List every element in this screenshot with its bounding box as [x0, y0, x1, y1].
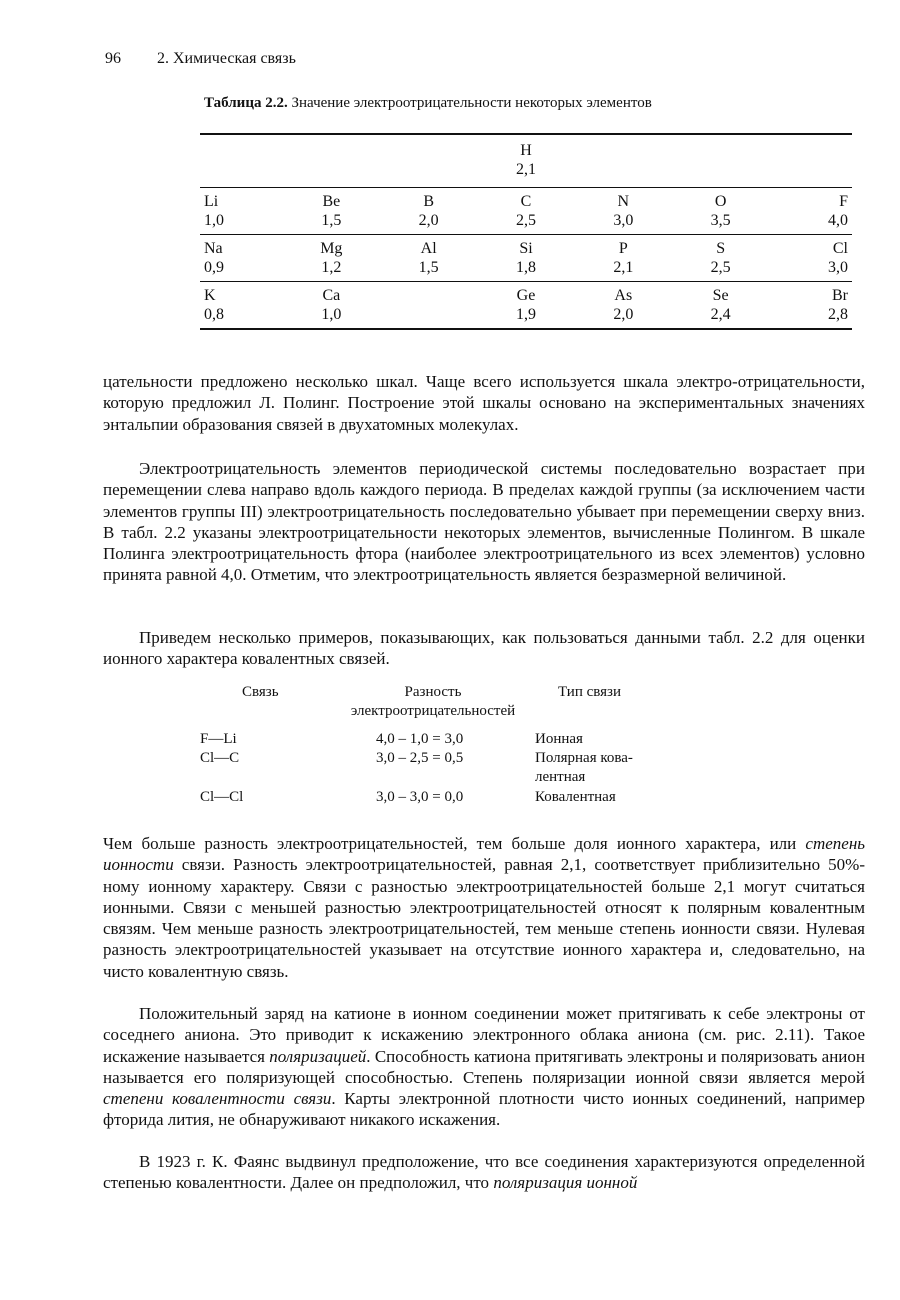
- element-value: 2,1: [516, 161, 536, 178]
- element-symbol: F: [839, 193, 848, 210]
- element-value: 1,5: [418, 259, 439, 276]
- element-value: 0,9: [204, 259, 224, 276]
- bond-name: F—Li: [200, 731, 237, 747]
- paragraph-5-text: Положительный заряд на катионе в ионном соединении может притягивать к себе электроны от соседнего аниона. Это приводит к искажению электронного облака аниона (см. рис. 2.11). Такое искажение называется: [103, 1004, 865, 1066]
- table-bottom-rule: [200, 328, 852, 330]
- element-cell: [691, 286, 751, 324]
- element-value: 4,0: [827, 212, 848, 229]
- element-value: 3,0: [827, 259, 848, 276]
- element-symbol: Br: [831, 287, 848, 304]
- element-cell: [496, 286, 556, 324]
- element-cell: [691, 192, 751, 230]
- element-cell: [593, 286, 653, 324]
- period-3-row: [200, 235, 852, 281]
- bond-name: Cl—Cl: [200, 789, 244, 805]
- element-symbol: As: [614, 287, 633, 304]
- element-symbol: Cl: [832, 240, 848, 257]
- element-value: 2,4: [710, 306, 731, 323]
- electronegativity-table: [200, 133, 852, 330]
- element-cell: [301, 192, 361, 230]
- table-caption: [204, 95, 652, 112]
- difference-header-line2: электроотрицательностей: [350, 703, 516, 719]
- element-value: 1,2: [321, 259, 342, 276]
- running-header: [105, 50, 296, 68]
- element-cell: [593, 239, 653, 277]
- element-cell: [301, 239, 361, 277]
- element-value: 2,1: [613, 259, 634, 276]
- element-value: 3,0: [613, 212, 634, 229]
- type-column-header: Тип связи: [558, 684, 621, 700]
- element-value: 1,0: [321, 306, 342, 323]
- element-symbol: O: [714, 193, 727, 210]
- element-cell: [593, 192, 653, 230]
- element-value: 2,5: [515, 212, 536, 229]
- element-cell: [496, 192, 556, 230]
- period-2-row: [200, 188, 852, 234]
- element-symbol: Ge: [516, 287, 536, 304]
- paragraph-4-text: связи. Разность электроотрицательностей, равная 2,1, соответствует приблизительно 50%-ному ионному характеру. Связи с разностью электроотрицательностей больше 2,1 могут считаться ионными. Связи с меньшей разностью электроотрицательностей относят к полярным ковалентным связям. Чем меньше разность электроотрицательностей, тем меньше степень ионности связи. Нулевая разность электроотрицательностей указывает на отсутствие ионного характера и, следовательно, на чисто ковалентную связь.: [103, 855, 865, 981]
- bond-name: Cl—C: [200, 750, 240, 766]
- page-number: 96: [105, 50, 121, 67]
- table-caption-label: Таблица 2.2.: [204, 95, 288, 111]
- difference-header-line1: Разность: [404, 684, 462, 700]
- paragraph-5-text: . Карты электронной плотности чисто ионных соединений, например фторида лития, не обнаруживают никакого искажения.: [103, 1089, 866, 1130]
- element-symbol: Li: [204, 193, 219, 210]
- element-cell: [399, 239, 459, 277]
- element-symbol: Ca: [322, 287, 341, 304]
- element-symbol: B: [423, 193, 434, 210]
- bond-type-line1: Полярная кова-: [535, 750, 633, 766]
- paragraph-1: цательности предложено несколько шкал. Чаще всего используется шкала электро-отрицательности, которую предложил Л. Полинг. Построение этой шкалы основано на экспериментальных значениях энтальпии образования связей в двухатомных молекулах.: [103, 372, 865, 434]
- term-covalency-degree: степени ковалентности связи: [103, 1089, 332, 1109]
- chapter-title: 2. Химическая связь: [157, 50, 296, 67]
- element-cell: [788, 286, 848, 324]
- paragraph-4-text: Чем больше разность электроотрицательностей, тем больше доля ионного характера, или: [103, 834, 806, 853]
- difference-column-header: [328, 683, 538, 721]
- element-cell: [204, 239, 264, 277]
- element-symbol: Na: [204, 240, 223, 257]
- element-symbol: H: [520, 142, 532, 159]
- bond-type: [535, 749, 633, 787]
- element-value: 2,0: [418, 212, 439, 229]
- element-symbol: Mg: [320, 240, 343, 257]
- bond-difference: 3,0 – 2,5 = 0,5: [376, 750, 464, 766]
- paragraph-2: Электроотрицательность элементов периодической системы последовательно возрастает при перемещении слева направо вдоль каждого периода. В пределах каждой группы (за исключением части элементов группы III) электроотрицательность последовательно убывает при перемещении сверху вниз. В табл. 2.2 указаны электроотрицательности некоторых элементов, вычисленные Полингом. В шкале Полинга электроотрицательность фтора (наиболее электроотрицательного из всех элементов) условно принята равной 4,0. Отметим, что электроотрицательность является безразмерной величиной.: [103, 459, 865, 585]
- element-symbol: S: [716, 240, 726, 257]
- paragraph-3: Приведем несколько примеров, показывающих, как пользоваться данными табл. 2.2 для оценки ионного характера ковалентных связей.: [103, 628, 865, 669]
- term-polarization: поляризацией: [269, 1046, 367, 1066]
- element-cell: [691, 239, 751, 277]
- element-value: 1,9: [515, 306, 536, 323]
- element-value: 2,0: [613, 306, 634, 323]
- hydrogen-cell: [200, 135, 852, 187]
- paragraph-6-text: В 1923 г. К. Фаянс выдвинул предположение, что все соединения характеризуются определенной степенью ковалентности. Далее он предположил, что: [103, 1152, 865, 1193]
- bond-difference: 4,0 – 1,0 = 3,0: [376, 731, 464, 747]
- element-symbol: N: [617, 193, 630, 210]
- element-symbol: Se: [712, 287, 729, 304]
- element-cell: [204, 286, 264, 324]
- table-caption-text: Значение электроотрицательности некоторых элементов: [287, 95, 652, 111]
- element-cell: [788, 192, 848, 230]
- element-symbol: C: [520, 193, 532, 210]
- element-value: 0,8: [204, 306, 224, 323]
- term-ionic-polarization: поляризация ионной: [493, 1173, 638, 1193]
- element-cell: [204, 192, 264, 230]
- bond-type: Ковалентная: [535, 789, 616, 805]
- element-symbol: Be: [322, 193, 341, 210]
- element-cell: [399, 192, 459, 230]
- element-cell: [496, 239, 556, 277]
- paragraph-5-text: . Способность катиона притягивать электроны и поляризовать анион называется его поляризующей способностью. Степень поляризации ионной связи является мерой: [103, 1046, 865, 1087]
- bond-column-header: Связь: [242, 684, 279, 700]
- element-value: 3,5: [710, 212, 731, 229]
- element-cell: [301, 286, 361, 324]
- element-value: 1,0: [204, 212, 224, 229]
- element-symbol: Si: [519, 240, 533, 257]
- bond-type: Ионная: [535, 731, 583, 747]
- element-value: 1,8: [515, 259, 536, 276]
- element-symbol: K: [204, 287, 216, 304]
- element-value: 2,8: [827, 306, 848, 323]
- term-ionicity: степень ионности: [103, 834, 865, 875]
- element-value: 2,5: [710, 259, 731, 276]
- element-symbol: P: [618, 240, 628, 257]
- element-cell: [788, 239, 848, 277]
- period-4-row: [200, 282, 852, 328]
- paragraph-5: [103, 1003, 865, 1131]
- element-symbol: Al: [420, 240, 437, 257]
- bond-type-line2: лентная: [535, 769, 586, 785]
- bond-difference: 3,0 – 3,0 = 0,0: [376, 789, 464, 805]
- element-value: 1,5: [321, 212, 342, 229]
- paragraph-4: [103, 833, 865, 982]
- paragraph-6: [103, 1151, 865, 1194]
- element-cell-empty: [399, 286, 459, 324]
